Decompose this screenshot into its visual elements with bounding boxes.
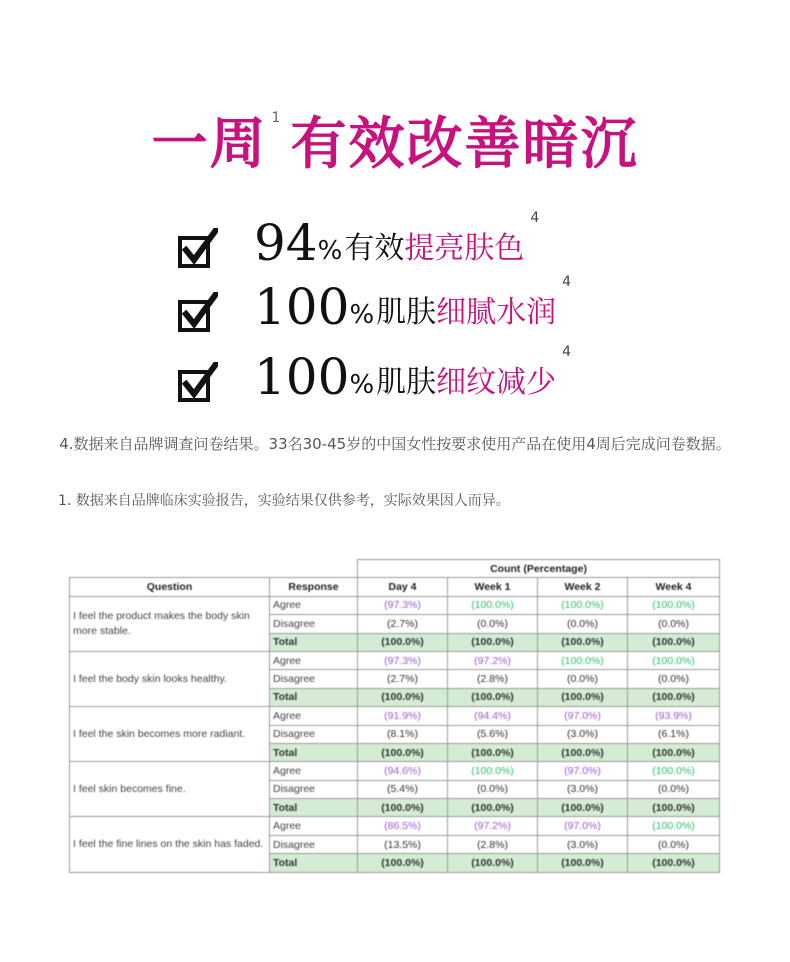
value-cell: (100.0%) [358, 854, 448, 872]
value-cell: (94.4%) [448, 707, 538, 725]
question-cell: I feel skin becomes fine. [70, 762, 270, 817]
table-group-header-row [70, 560, 720, 578]
value-cell: (3.0%) [538, 780, 628, 798]
title-footnote: 1 [271, 110, 283, 126]
value-cell: (97.3%) [358, 596, 448, 614]
question-cell: I feel the body skin looks healthy. [70, 651, 270, 706]
value-cell: (2.8%) [448, 835, 538, 853]
title-part-a: 一周 [151, 112, 268, 177]
response-cell: Agree [270, 596, 358, 614]
value-cell: (100.0%) [538, 743, 628, 761]
checkbox-checked-icon [178, 362, 218, 402]
column-header: Day 4 [358, 578, 448, 596]
value-cell: (100.0%) [538, 633, 628, 651]
question-cell: I feel the fine lines on the skin has faded. [70, 817, 270, 872]
value-cell: (100.0%) [448, 799, 538, 817]
column-header: Week 4 [628, 578, 720, 596]
response-cell: Agree [270, 651, 358, 669]
claim-percent-sign: % [349, 370, 375, 400]
column-header: Week 2 [538, 578, 628, 596]
claim-number: 94 [254, 214, 318, 272]
value-cell: (100.0%) [538, 688, 628, 706]
question-cell: I feel the product makes the body skin more stable. [70, 596, 270, 651]
response-cell: Total [270, 799, 358, 817]
value-cell: (100.0%) [628, 854, 720, 872]
value-cell: (97.0%) [538, 817, 628, 835]
value-cell: (100.0%) [538, 596, 628, 614]
value-cell: (0.0%) [538, 615, 628, 633]
value-cell: (6.1%) [628, 725, 720, 743]
response-cell: Disagree [270, 835, 358, 853]
empty-header-cell [270, 560, 358, 578]
claim-number: 100 [254, 348, 350, 406]
value-cell: (100.0%) [448, 762, 538, 780]
footnote-1: 1. 数据来自品牌临床实验报告，实验结果仅供参考，实际效果因人而异。 [58, 493, 510, 509]
value-cell: (0.0%) [628, 780, 720, 798]
value-cell: (5.6%) [448, 725, 538, 743]
value-cell: (93.9%) [628, 707, 720, 725]
value-cell: (0.0%) [538, 670, 628, 688]
claim-footnote: 4 [562, 344, 572, 360]
value-cell: (97.2%) [448, 817, 538, 835]
value-cell: (86.5%) [358, 817, 448, 835]
claim-row [178, 342, 572, 406]
value-cell: (5.4%) [358, 780, 448, 798]
value-cell: (100.0%) [628, 743, 720, 761]
response-cell: Total [270, 633, 358, 651]
column-header: Response [270, 578, 358, 596]
response-cell: Disagree [270, 615, 358, 633]
question-cell: I feel the skin becomes more radiant. [70, 707, 270, 762]
claim-subject: 肌肤 [376, 365, 437, 400]
table-row [70, 762, 720, 780]
response-cell: Total [270, 854, 358, 872]
value-cell: (100.0%) [628, 799, 720, 817]
title-part-b: 有效改善暗沉 [290, 112, 639, 177]
value-cell: (97.3%) [358, 651, 448, 669]
value-cell: (100.0%) [538, 651, 628, 669]
value-cell: (0.0%) [448, 615, 538, 633]
table-row [70, 707, 720, 725]
table-row [70, 651, 720, 669]
column-header: Question [70, 578, 270, 596]
survey-results-table-wrapper [69, 559, 719, 873]
value-cell: (100.0%) [538, 799, 628, 817]
value-cell: (2.8%) [448, 670, 538, 688]
column-group-header: Count (Percentage) [358, 560, 720, 578]
checkbox-checked-icon [178, 228, 218, 268]
claim-footnote: 4 [530, 210, 540, 226]
value-cell: (2.7%) [358, 615, 448, 633]
value-cell: (100.0%) [358, 688, 448, 706]
value-cell: (100.0%) [448, 854, 538, 872]
value-cell: (0.0%) [448, 780, 538, 798]
table-row [70, 817, 720, 835]
value-cell: (100.0%) [628, 633, 720, 651]
value-cell: (100.0%) [358, 633, 448, 651]
claim-benefit: 细纹减少 [436, 365, 557, 400]
value-cell: (100.0%) [448, 596, 538, 614]
claim-subject: 肌肤 [376, 295, 437, 330]
value-cell: (2.7%) [358, 670, 448, 688]
survey-results-table [69, 559, 720, 873]
value-cell: (100.0%) [538, 854, 628, 872]
page-title [0, 100, 790, 180]
claim-benefit: 提亮肤色 [404, 231, 525, 266]
response-cell: Total [270, 688, 358, 706]
value-cell: (100.0%) [358, 743, 448, 761]
response-cell: Total [270, 743, 358, 761]
value-cell: (100.0%) [628, 596, 720, 614]
claim-row [178, 272, 572, 336]
checkbox-checked-icon [178, 292, 218, 332]
response-cell: Disagree [270, 670, 358, 688]
value-cell: (100.0%) [358, 799, 448, 817]
claim-number: 100 [254, 278, 350, 336]
footnote-4: 4.数据来自品牌调查问卷结果。33名30-45岁的中国女性按要求使用产品在使用4周后完成问卷数据。 [59, 435, 731, 453]
value-cell: (100.0%) [628, 817, 720, 835]
value-cell: (97.0%) [538, 762, 628, 780]
column-header: Week 1 [448, 578, 538, 596]
value-cell: (97.0%) [538, 707, 628, 725]
claim-row [178, 208, 540, 272]
value-cell: (100.0%) [628, 651, 720, 669]
value-cell: (91.9%) [358, 707, 448, 725]
value-cell: (0.0%) [628, 615, 720, 633]
value-cell: (100.0%) [628, 688, 720, 706]
value-cell: (100.0%) [628, 762, 720, 780]
value-cell: (100.0%) [448, 633, 538, 651]
value-cell: (94.6%) [358, 762, 448, 780]
empty-header-cell [70, 560, 270, 578]
table-row [70, 596, 720, 614]
response-cell: Agree [270, 817, 358, 835]
response-cell: Disagree [270, 780, 358, 798]
value-cell: (3.0%) [538, 835, 628, 853]
value-cell: (100.0%) [448, 743, 538, 761]
value-cell: (0.0%) [628, 835, 720, 853]
response-cell: Disagree [270, 725, 358, 743]
value-cell: (13.5%) [358, 835, 448, 853]
value-cell: (8.1%) [358, 725, 448, 743]
value-cell: (0.0%) [628, 670, 720, 688]
claim-percent-sign: % [317, 236, 343, 266]
claim-percent-sign: % [349, 300, 375, 330]
value-cell: (97.2%) [448, 651, 538, 669]
response-cell: Agree [270, 707, 358, 725]
value-cell: (3.0%) [538, 725, 628, 743]
claim-footnote: 4 [562, 274, 572, 290]
value-cell: (100.0%) [448, 688, 538, 706]
claim-subject: 有效 [344, 231, 405, 266]
table-body [70, 596, 720, 872]
table-header-row [70, 578, 720, 596]
response-cell: Agree [270, 762, 358, 780]
claim-benefit: 细腻水润 [436, 295, 557, 330]
